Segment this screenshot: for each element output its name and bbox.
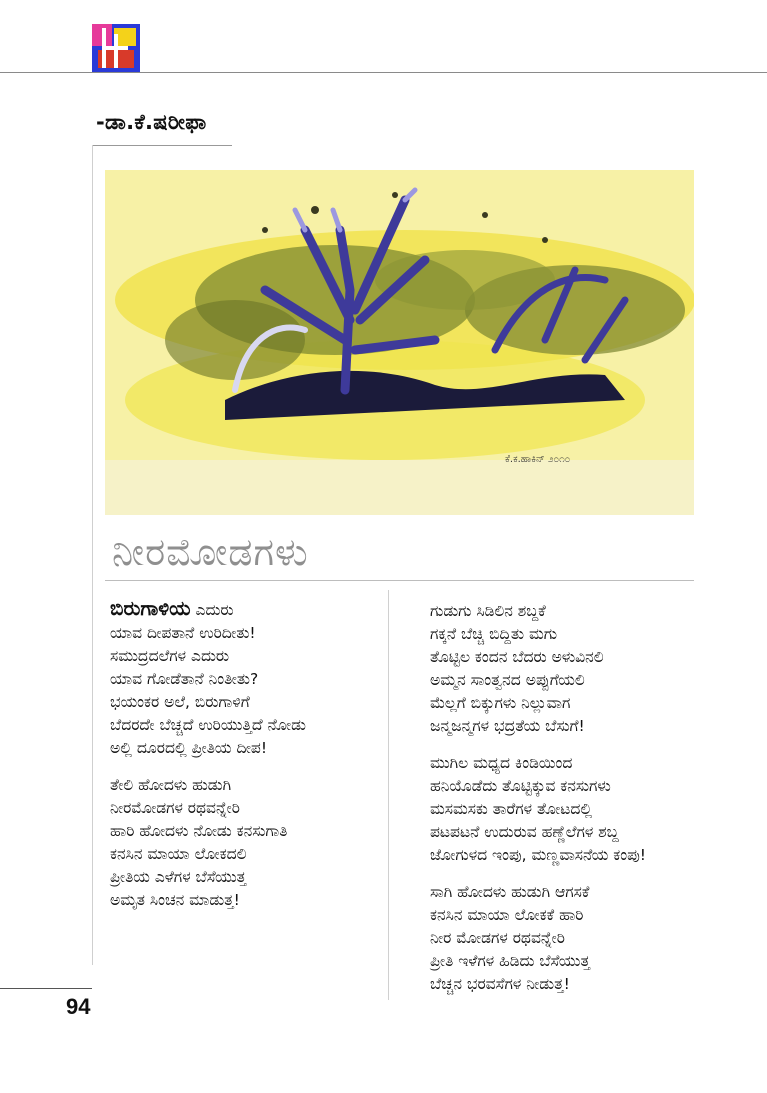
stanza bbox=[110, 774, 306, 912]
lead-word: ಬಿರುಗಾಳಿಯ bbox=[110, 596, 191, 620]
poem-line: ಬೆದರದೇ ಬೆಚ್ಚದೆ ಉರಿಯುತ್ತಿದೆ ನೋಡು bbox=[110, 716, 306, 734]
poem-line: ಹಾರಿ ಹೋದಳು ನೋಡು ಕನಸುಗಾತಿ bbox=[110, 822, 288, 840]
poem-line: ಬೆಚ್ಚನ ಭರವಸೆಗಳ ನೀಡುತ್ತ! bbox=[430, 975, 570, 993]
poem-line: ತೇಲಿ ಹೋದಳು ಹುಡುಗಿ bbox=[110, 776, 232, 794]
column-divider bbox=[388, 590, 389, 1000]
stanza bbox=[430, 752, 646, 867]
header-rule bbox=[0, 72, 767, 73]
poem-line: ನೀರಮೋಡಗಳ ರಥವನ್ನೇರಿ bbox=[110, 799, 240, 817]
author-underline bbox=[92, 145, 232, 146]
poem-right-column bbox=[430, 600, 646, 1010]
poem-line: ಅಮೃತ ಸಿಂಚನ ಮಾಡುತ್ತ! bbox=[110, 891, 240, 909]
poem-line: ಪ್ರೀತಿ ಇಳೆಗಳ ಹಿಡಿದು ಬೆಸೆಯುತ್ತ bbox=[430, 952, 590, 970]
poem-line: ಹನಿಯೊಡೆದು ತೊಟ್ಟಿಕ್ಕುವ ಕನಸುಗಳು bbox=[430, 777, 611, 795]
poem-line bbox=[110, 597, 306, 622]
poem-line: ಭಯಂಕರ ಅಲೆ, ಬಿರುಗಾಳಿಗೆ bbox=[110, 693, 250, 711]
poem-line: ಸಮುದ್ರದಲೆಗಳ ಎದುರು bbox=[110, 647, 230, 665]
author-name: -ಡಾ.ಕೆ.ಷರೀಫಾ bbox=[96, 110, 207, 134]
footer-rule bbox=[0, 988, 92, 989]
poem-line: ಮುಗಿಲ ಮಧ್ಯದ ಕಿಂಡಿಯಿಂದ bbox=[430, 754, 573, 772]
poem-title: ನೀರಮೋಡಗಳು bbox=[112, 530, 309, 574]
poem-line: ತೊಟ್ಟಿಲ ಕಂದನ ಬೆದರು ಅಳುವಿನಲಿ bbox=[430, 648, 604, 666]
poem-line: ನೀರ ಮೋಡಗಳ ರಥವನ್ನೇರಿ bbox=[430, 929, 565, 947]
left-margin-rule bbox=[92, 145, 93, 965]
poem-line: ಕನಸಿನ ಮಾಯಾ ಲೋಕಕೆ ಹಾರಿ bbox=[430, 906, 584, 924]
poem-left-column bbox=[110, 597, 306, 926]
poem-line: ಗಕ್ಕನೆ ಬೆಚ್ಚಿ ಬಿದ್ದಿತು ಮಗು bbox=[430, 625, 558, 643]
poem-line: ಯಾವ ದೀಪತಾನೆ ಉರಿದೀತು! bbox=[110, 624, 256, 642]
illustration-painting bbox=[105, 170, 694, 515]
poem-line: ಕನಸಿನ ಮಾಯಾ ಲೋಕದಲಿ bbox=[110, 845, 247, 863]
page-number: 94 bbox=[66, 994, 91, 1019]
poem-line: ಯಾವ ಗೋಡೆತಾನೆ ನಿಂತೀತು? bbox=[110, 670, 259, 688]
stanza bbox=[430, 881, 646, 996]
poem-line: ಜೋಗುಳದ ಇಂಪು, ಮಣ್ಣವಾಸನೆಯ ಕಂಪು! bbox=[430, 846, 646, 864]
title-rule bbox=[105, 580, 694, 581]
poem-line: ಮೆಲ್ಲಗೆ ಬಿಕ್ಕುಗಳು ನಿಲ್ಲುವಾಗ bbox=[430, 694, 571, 712]
poem-line: ಅಲ್ಲಿ ದೂರದಲ್ಲಿ ಪ್ರೀತಿಯ ದೀಪ! bbox=[110, 739, 268, 757]
stanza bbox=[430, 600, 646, 738]
lead-rest: ಎದುರು bbox=[190, 601, 234, 619]
poem-line: ಪ್ರೀತಿಯ ಎಳೆಗಳ ಬೆಸೆಯುತ್ತ bbox=[110, 868, 247, 886]
poem-line: ಪಟಪಟನೆ ಉದುರುವ ಹಣ್ಣೆಲೆಗಳ ಶಬ್ದ bbox=[430, 823, 619, 841]
poem-line: ಅಮ್ಮನ ಸಾಂತ್ವನದ ಅಪ್ಪುಗೆಯಲಿ bbox=[430, 671, 585, 689]
poem-line: ಗುಡುಗು ಸಿಡಿಲಿನ ಶಬ್ದಕೆ bbox=[430, 602, 546, 620]
stanza bbox=[110, 597, 306, 760]
magazine-logo-icon bbox=[92, 24, 140, 72]
poem-line: ಸಾಗಿ ಹೋದಳು ಹುಡುಗಿ ಆಗಸಕೆ bbox=[430, 883, 590, 901]
poem-line: ಮಸಮಸಕು ತಾರೆಗಳ ತೋಟದಲ್ಲಿ bbox=[430, 800, 593, 818]
poem-line: ಜನ್ಮಜನ್ಮಗಳ ಭದ್ರತೆಯ ಬೆಸುಗೆ! bbox=[430, 717, 585, 735]
painting-signature: ಕೆ.ಕ.ಹಾಕಿನ್ ೨೦೧೦ bbox=[505, 454, 571, 465]
